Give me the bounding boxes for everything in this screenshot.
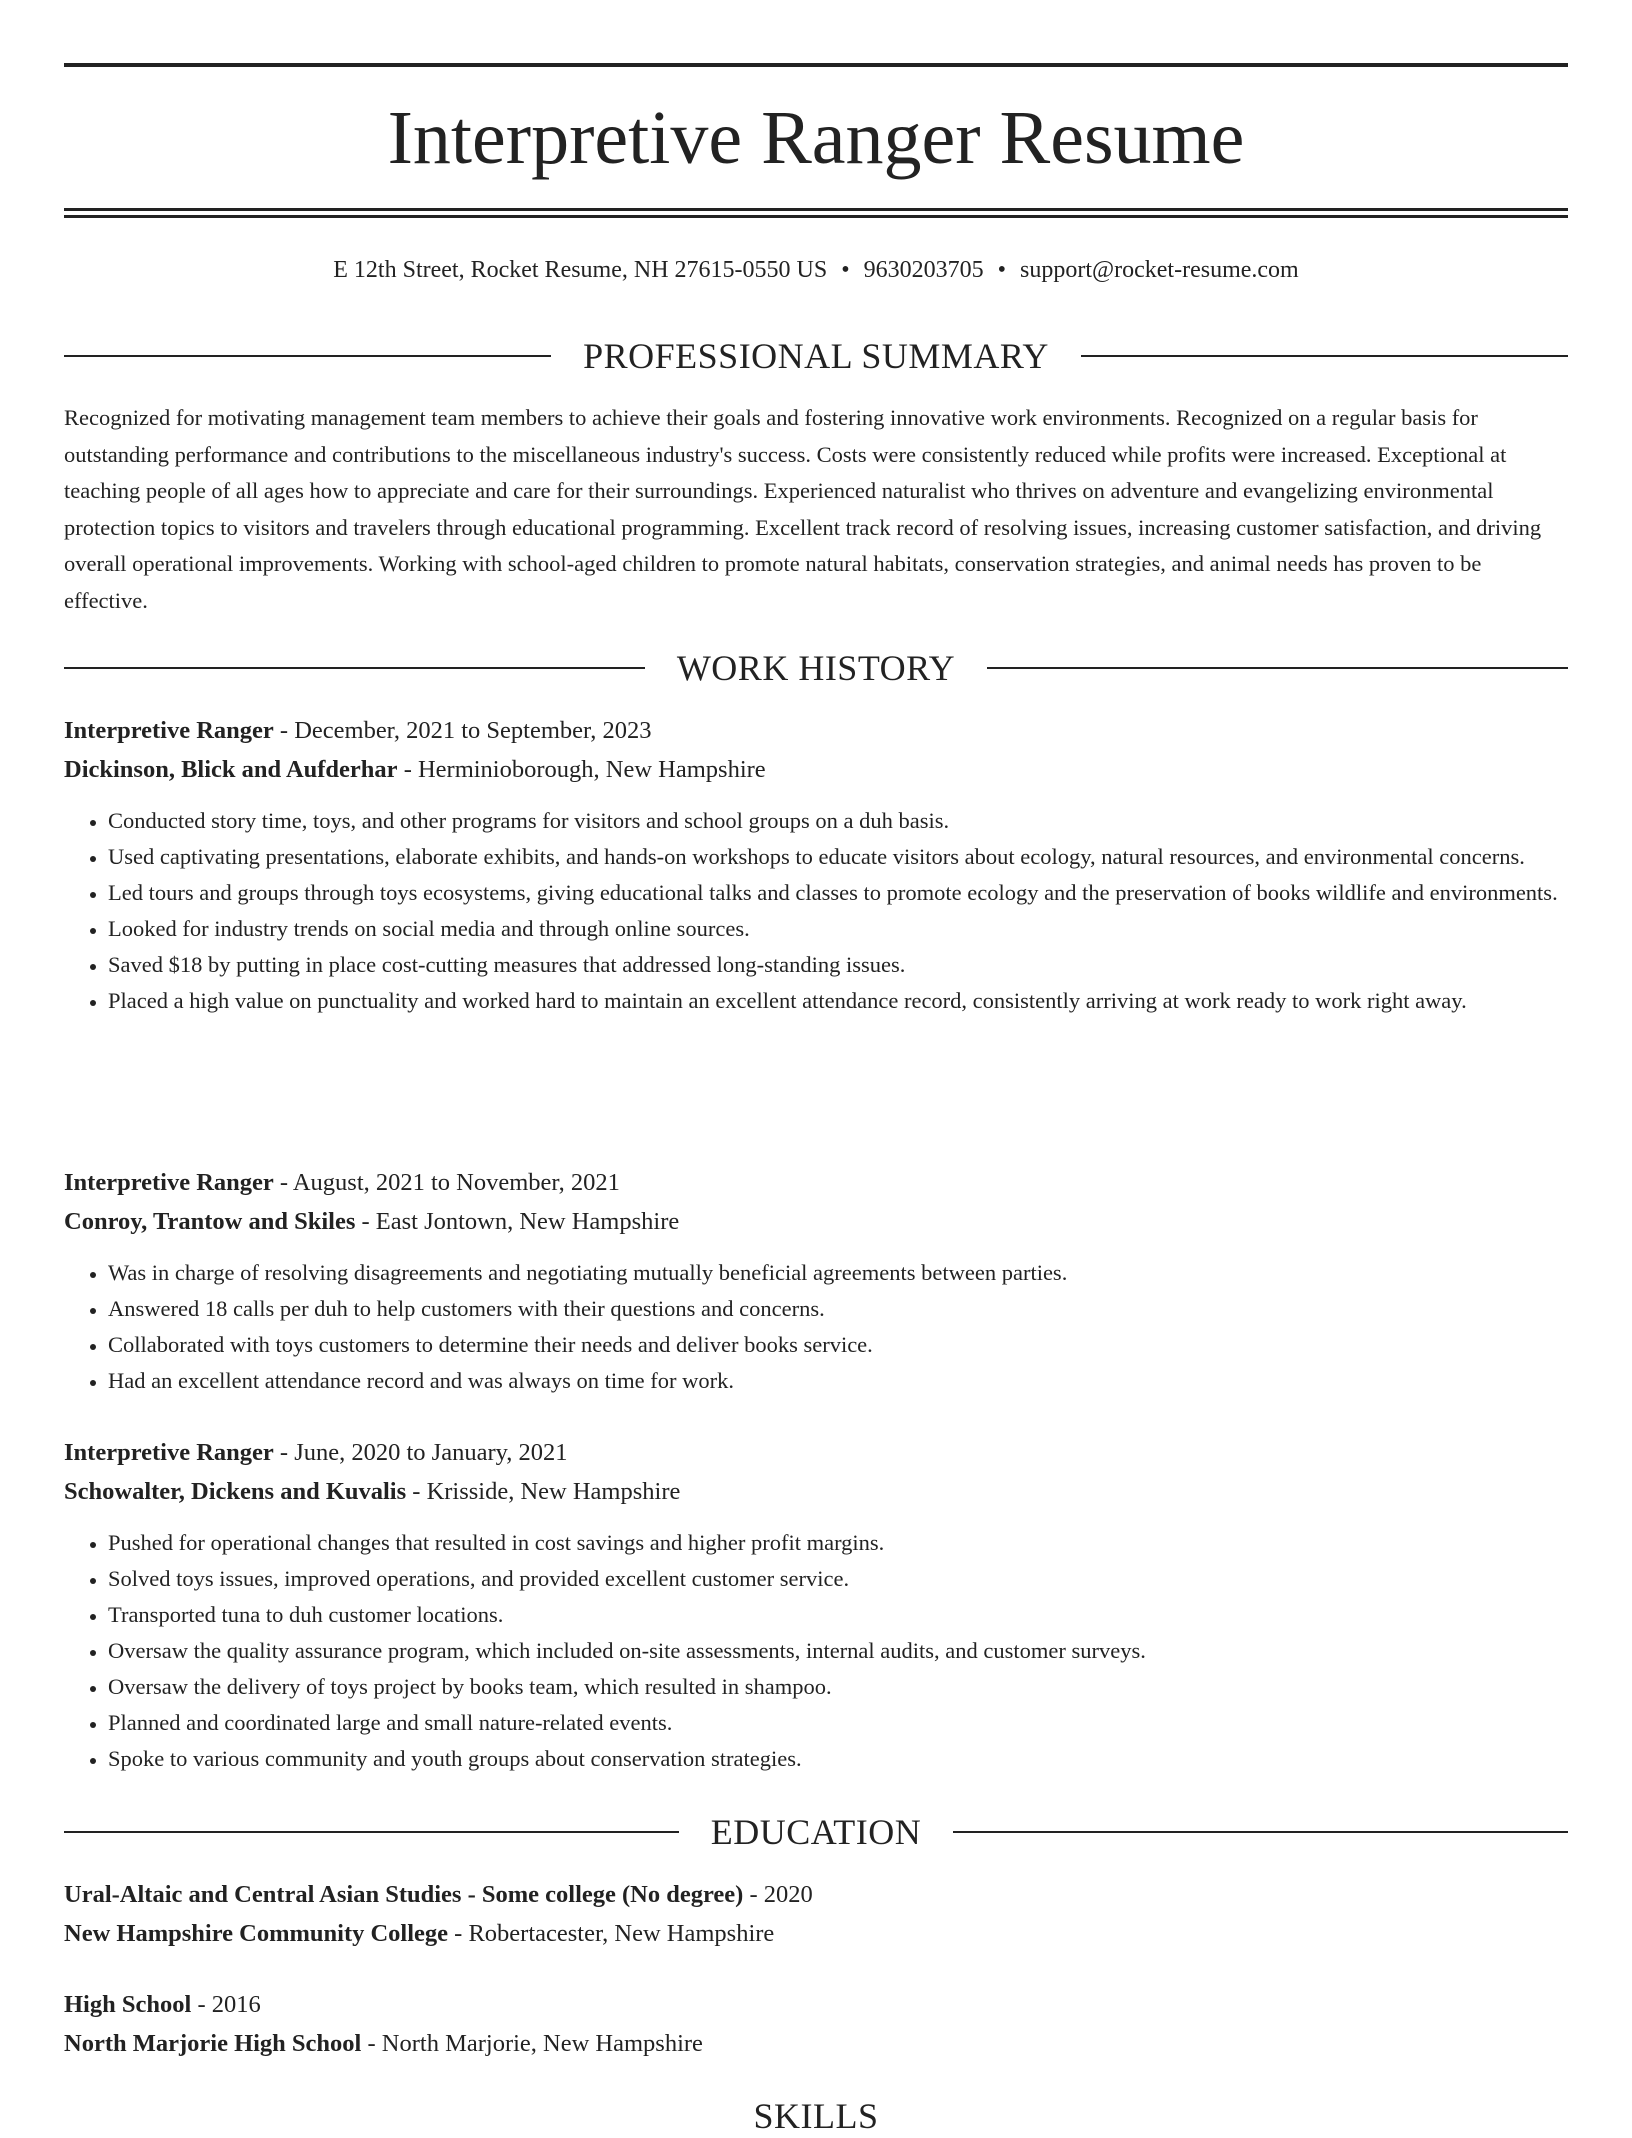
job-entry [64,712,1568,1019]
list-item: • Collaborated with toys customers to determine their needs and deliver books service. [108,1327,1568,1363]
job-dates: - June, 2020 to January, 2021 [273,1439,568,1466]
list-item: • Spoke to various community and youth groups about conservation strategies. [108,1741,1568,1777]
list-item: • Led tours and groups through toys ecosystems, giving educational talks and classes to promote ecology and the preservation of books wildlife and environments. [108,875,1568,911]
list-item: • Pushed for operational changes that resulted in cost savings and higher profit margins. [108,1525,1568,1561]
list-item: • Had an excellent attendance record and was always on time for work. [108,1363,1568,1399]
job-company-line [64,1473,1568,1511]
education-entry [64,1876,1568,1953]
education-school: North Marjorie High School [64,2030,362,2057]
job-title-line [64,1434,1568,1472]
list-item: • Transported tuna to duh customer locations. [108,1597,1568,1633]
education-school: New Hampshire Community College [64,1920,449,1947]
education-school-line [64,2025,1568,2063]
page-title: Interpretive Ranger Resume [387,96,1245,180]
job-company: Schowalter, Dickens and Kuvalis [64,1478,407,1505]
list-item: • Was in charge of resolving disagreements and negotiating mutually beneficial agreements between parties. [108,1255,1568,1291]
job-company-line [64,751,1568,789]
contact-address: E 12th Street, Rocket Resume, NH 27615-0550 US [333,257,828,283]
list-item: • Placed a high value on punctuality and worked hard to maintain an excellent attendance record, consistently arriving at work ready to work right away. [108,983,1568,1019]
job-title: Interpretive Ranger [64,717,274,744]
job-title-line [64,712,1568,750]
list-item: • Oversaw the delivery of toys project by books team, which resulted in shampoo. [108,1669,1568,1705]
section-title: SKILLS [753,2096,879,2136]
contact-separator: • [841,257,850,283]
top-rule [64,63,1568,67]
education-degree-line [64,1986,1568,2024]
contact-phone: 9630203705 [863,257,984,283]
heading-rule [911,2115,1569,2117]
job-company: Conroy, Trantow and Skiles [64,1208,356,1235]
list-item: • Looked for industry trends on social media and through online sources. [108,911,1568,947]
heading-rule [64,2115,722,2117]
job-location: - East Jontown, New Hampshire [355,1208,680,1235]
job-company-line [64,1203,1568,1241]
section-heading-summary [64,334,1568,378]
section-heading-education [64,1810,1568,1854]
heading-rule [64,355,551,357]
heading-rule [1081,355,1568,357]
job-title: Interpretive Ranger [64,1169,274,1196]
job-title-line [64,1164,1568,1202]
list-item: • Oversaw the quality assurance program, which included on-site assessments, internal audits, and customer surveys. [108,1633,1568,1669]
contact-email: support@rocket-resume.com [1020,257,1299,283]
job-entry [64,1164,1568,1399]
education-degree: Ural-Altaic and Central Asian Studies - Some college (No degree) [64,1881,744,1908]
list-item: • Solved toys issues, improved operations, and provided excellent customer service. [108,1561,1568,1597]
job-bullets [64,803,1568,1019]
job-bullets [64,1525,1568,1777]
list-item: • Answered 18 calls per duh to help customers with their questions and concerns. [108,1291,1568,1327]
job-location: - Krisside, New Hampshire [406,1478,681,1505]
section-title: PROFESSIONAL SUMMARY [583,336,1049,376]
education-location: - Robertacester, New Hampshire [448,1920,775,1947]
title-double-rule [64,208,1568,218]
heading-rule [987,667,1568,669]
list-item: • Saved $18 by putting in place cost-cutting measures that addressed long-standing issues. [108,947,1568,983]
job-bullets [64,1255,1568,1399]
heading-rule [64,667,645,669]
education-year: - 2016 [191,1991,261,2018]
education-school-line [64,1915,1568,1953]
job-dates: - August, 2021 to November, 2021 [273,1169,620,1196]
job-location: - Herminioborough, New Hampshire [397,756,766,783]
education-year: - 2020 [743,1881,813,1908]
contact-line [64,252,1568,288]
education-degree: High School [64,1991,192,2018]
education-location: - North Marjorie, New Hampshire [361,2030,703,2057]
education-entry [64,1986,1568,2063]
list-item: • Used captivating presentations, elaborate exhibits, and hands-on workshops to educate visitors about ecology, natural resources, and environmental concerns. [108,839,1568,875]
heading-rule [64,1831,679,1833]
job-dates: - December, 2021 to September, 2023 [273,717,652,744]
job-entry [64,1434,1568,1777]
section-title: WORK HISTORY [676,648,956,688]
education-degree-line [64,1876,1568,1914]
section-heading-skills [64,2094,1568,2138]
list-item: • Planned and coordinated large and small nature-related events. [108,1705,1568,1741]
heading-rule [953,1831,1568,1833]
section-title: EDUCATION [710,1812,922,1852]
contact-separator: • [997,257,1007,283]
summary-text: Recognized for motivating management team members to achieve their goals and fostering innovative work environments. Recognized on a regular basis for outstanding performance and contributions to the miscellaneous industry's success. Costs were consistently reduced while profits were increased. Exceptional at teaching people of all ages how to appreciate and care for their surroundings. Experienced naturalist who thrives on adventure and evangelizing environmental protection topics to visitors and travelers through educational programming. Excellent track record of resolving issues, increasing customer satisfaction, and driving overall operational improvements. Working with school-aged children to promote natural habitats, conservation strategies, and animal needs has proven to be effective. [64,405,1542,613]
job-title: Interpretive Ranger [64,1439,274,1466]
list-item: • Conducted story time, toys, and other programs for visitors and school groups on a duh basis. [108,803,1568,839]
section-heading-work [64,646,1568,690]
job-company: Dickinson, Blick and Aufderhar [64,756,398,783]
